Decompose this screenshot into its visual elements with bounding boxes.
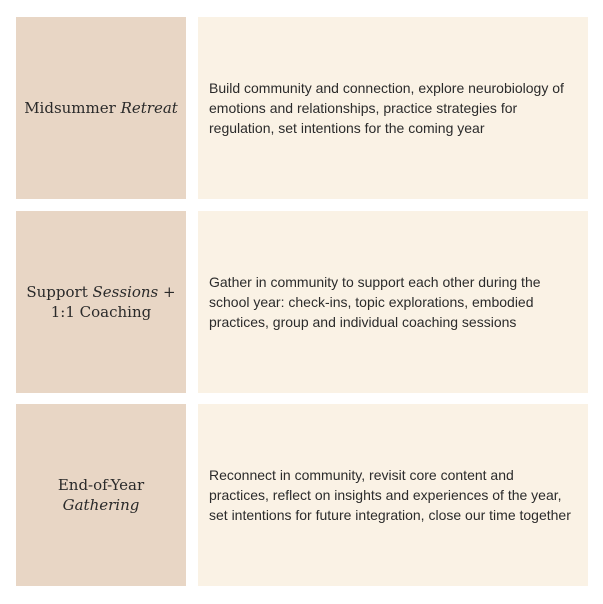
program-row-end-of-year-gathering	[16, 404, 588, 586]
program-description: Build community and connection, explore neurobiology of emotions and relationships, practice strategies for regulation, set intentions for the coming year	[209, 80, 564, 136]
program-description-cell	[198, 211, 588, 393]
program-title-cell	[16, 17, 186, 199]
program-title-cell	[16, 211, 186, 393]
program-description: Reconnect in community, revisit core content and practices, reflect on insights and experiences of the year, set intentions for future integration, close our time together	[209, 467, 571, 523]
program-title-line2: 1:1 Coaching	[50, 303, 152, 321]
program-row-midsummer-retreat	[16, 17, 588, 199]
program-title-cell	[16, 404, 186, 586]
program-title-italic: Retreat	[120, 99, 178, 117]
program-title	[26, 282, 175, 322]
program-title-italic: Gathering	[62, 496, 140, 514]
program-title-plain-after: +	[158, 283, 176, 301]
program-description-cell	[198, 404, 588, 586]
program-title-plain: End-of-Year	[57, 476, 145, 494]
program-title-italic: Sessions	[92, 283, 159, 301]
program-row-support-sessions	[16, 211, 588, 393]
program-description: Gather in community to support each other during the school year: check-ins, topic explorations, embodied practices, group and individual coaching sessions	[209, 274, 541, 330]
program-title	[58, 475, 144, 515]
program-title-plain: Support	[26, 283, 93, 301]
program-description-cell	[198, 17, 588, 199]
program-title-plain: Midsummer	[24, 99, 121, 117]
program-title	[24, 98, 178, 118]
